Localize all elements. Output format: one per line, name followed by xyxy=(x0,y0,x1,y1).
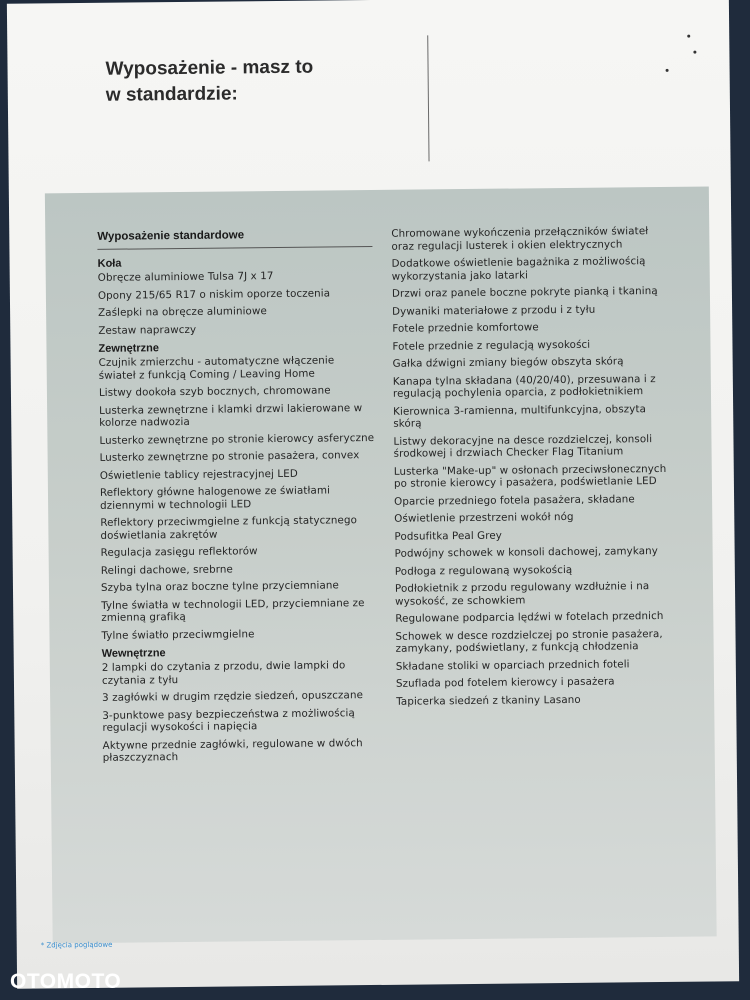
left-column xyxy=(97,228,378,769)
equipment-item: Tapicerka siedzeń z tkaniny Lasano xyxy=(396,693,581,708)
equipment-item: Podłoga z regulowaną wysokością xyxy=(394,563,573,578)
equipment-item: Listwy dookoła szyb bocznych, chromowane xyxy=(98,384,331,399)
equipment-item: Aktywne przednie zagłówki, regulowane w dwóch płaszczyznach xyxy=(102,736,363,764)
equipment-item: Relingi dachowe, srebrne xyxy=(100,562,233,577)
headline-line-2: w standardzie: xyxy=(105,83,238,106)
equipment-item: Szyba tylna oraz boczne tylne przyciemniane xyxy=(100,579,339,594)
equipment-item: Chromowane wykończenia przełączników świateł oraz regulacji lusterek i okien elektrycznych xyxy=(391,225,649,253)
equipment-item: Obręcze aluminiowe Tulsa 7J x 17 xyxy=(97,270,274,284)
group-title: Zewnętrzne xyxy=(98,342,160,355)
equipment-item: Regulacja zasięgu reflektorów xyxy=(100,545,258,559)
equipment-item: Tylne światło przeciwmgielne xyxy=(101,627,255,642)
equipment-item: Reflektory główne halogenowe ze światłami dziennymi w technologii LED xyxy=(99,484,331,512)
equipment-item: Regulowane podparcia lędźwi w fotelach przednich xyxy=(395,609,664,625)
equipment-item: Lusterka "Make-up" w osłonach przeciwsłonecznych po stronie kierowcy i pasażera, podświetlanie LED xyxy=(393,462,667,490)
equipment-item: Kierownica 3-ramienna, multifunkcyjna, obszyta skórą xyxy=(393,402,647,430)
equipment-item: Lusterka zewnętrzne i klamki drzwi lakierowane w kolorze nadwozia xyxy=(99,401,363,429)
equipment-panel xyxy=(45,186,717,943)
equipment-item: Zaślepki na obręcze aluminiowe xyxy=(98,305,267,319)
equipment-item: Reflektory przeciwmgielne z funkcją statycznego doświetlania zakrętów xyxy=(100,514,358,542)
equipment-groups xyxy=(98,255,378,764)
equipment-item: 3-punktowe pasy bezpieczeństwa z możliwością regulacji wysokości i napięcia xyxy=(102,706,355,734)
document-sheet xyxy=(7,0,739,989)
equipment-item: Drzwi oraz panele boczne pokryte pianką i tkaniną xyxy=(391,285,658,300)
equipment-item: Schowek w desce rozdzielczej po stronie pasażera, zamykany, podświetlany, z funkcją chłodzenia xyxy=(395,627,663,655)
equipment-item: Oświetlenie tablicy rejestracyjnej LED xyxy=(99,467,298,482)
equipment-item: Składane stoliki w oparciach przednich foteli xyxy=(395,657,630,673)
equipment-item: Podwójny schowek w konsoli dachowej, zamykany xyxy=(394,545,659,560)
group-title: Koła xyxy=(97,257,122,270)
footnote: * Zdjęcia poglądowe xyxy=(40,940,113,950)
equipment-item: Podsufitka Peal Grey xyxy=(394,529,503,543)
equipment-item: 2 lampki do czytania z przodu, dwie lampki do czytania z tyłu xyxy=(101,659,346,687)
divider-line xyxy=(427,35,429,161)
equipment-item: Oświetlenie przestrzeni wokół nóg xyxy=(394,510,574,525)
right-column xyxy=(391,225,671,713)
equipment-item: Szuflada pod fotelem kierowcy i pasażera xyxy=(395,675,615,690)
equipment-item: Tylne światła w technologii LED, przyciemniane ze zmienną grafiką xyxy=(101,596,365,624)
equipment-item: Dywaniki materiałowe z przodu i z tyłu xyxy=(392,303,596,318)
equipment-item: Gałka dźwigni zmiany biegów obszyta skórą xyxy=(392,355,624,370)
equipment-item: Opony 215/65 R17 o niskim oporze toczenia xyxy=(97,286,331,302)
equipment-item: Kanapa tylna składana (40/20/40), przesuwana i z regulacją pochylenia oparcia, z podłokietnikiem xyxy=(392,372,656,400)
section-title: Wyposażenie standardowe xyxy=(97,228,372,250)
equipment-item: Fotele przednie komfortowe xyxy=(392,321,539,335)
equipment-item: Lusterko zewnętrzne po stronie kierowcy asferyczne xyxy=(99,431,375,447)
equipment-item: Lusterko zewnętrzne po stronie pasażera, convex xyxy=(99,449,360,464)
headline-line-1: Wyposażenie - masz to xyxy=(105,56,314,80)
equipment-item: Listwy dekoracyjne na desce rozdzielczej, konsoli środkowej i drzwiach Checker Flag Titanium xyxy=(393,432,653,460)
speck xyxy=(693,51,696,54)
page-headline xyxy=(105,55,313,109)
group-title: Wewnętrzne xyxy=(101,647,166,660)
otomoto-watermark: OTOMOTO xyxy=(10,970,122,993)
equipment-item: Oparcie przedniego fotela pasażera, składane xyxy=(394,492,635,508)
equipment-item: Dodatkowe oświetlenie bagażnika z możliwością wykorzystania jako latarki xyxy=(391,255,646,283)
speck xyxy=(666,69,669,72)
equipment-item: Czujnik zmierzchu - automatyczne włączenie świateł z funkcją Coming / Leaving Home xyxy=(98,354,335,382)
equipment-item: Zestaw naprawczy xyxy=(98,323,197,337)
equipment-item: Podłokietnik z przodu regulowany wzdłużnie i na wysokość, ze schowkiem xyxy=(394,580,650,608)
speck xyxy=(687,35,690,38)
equipment-item: Fotele przednie z regulacją wysokości xyxy=(392,338,591,353)
equipment-item: 3 zagłówki w drugim rzędzie siedzeń, opuszczane xyxy=(102,689,364,704)
